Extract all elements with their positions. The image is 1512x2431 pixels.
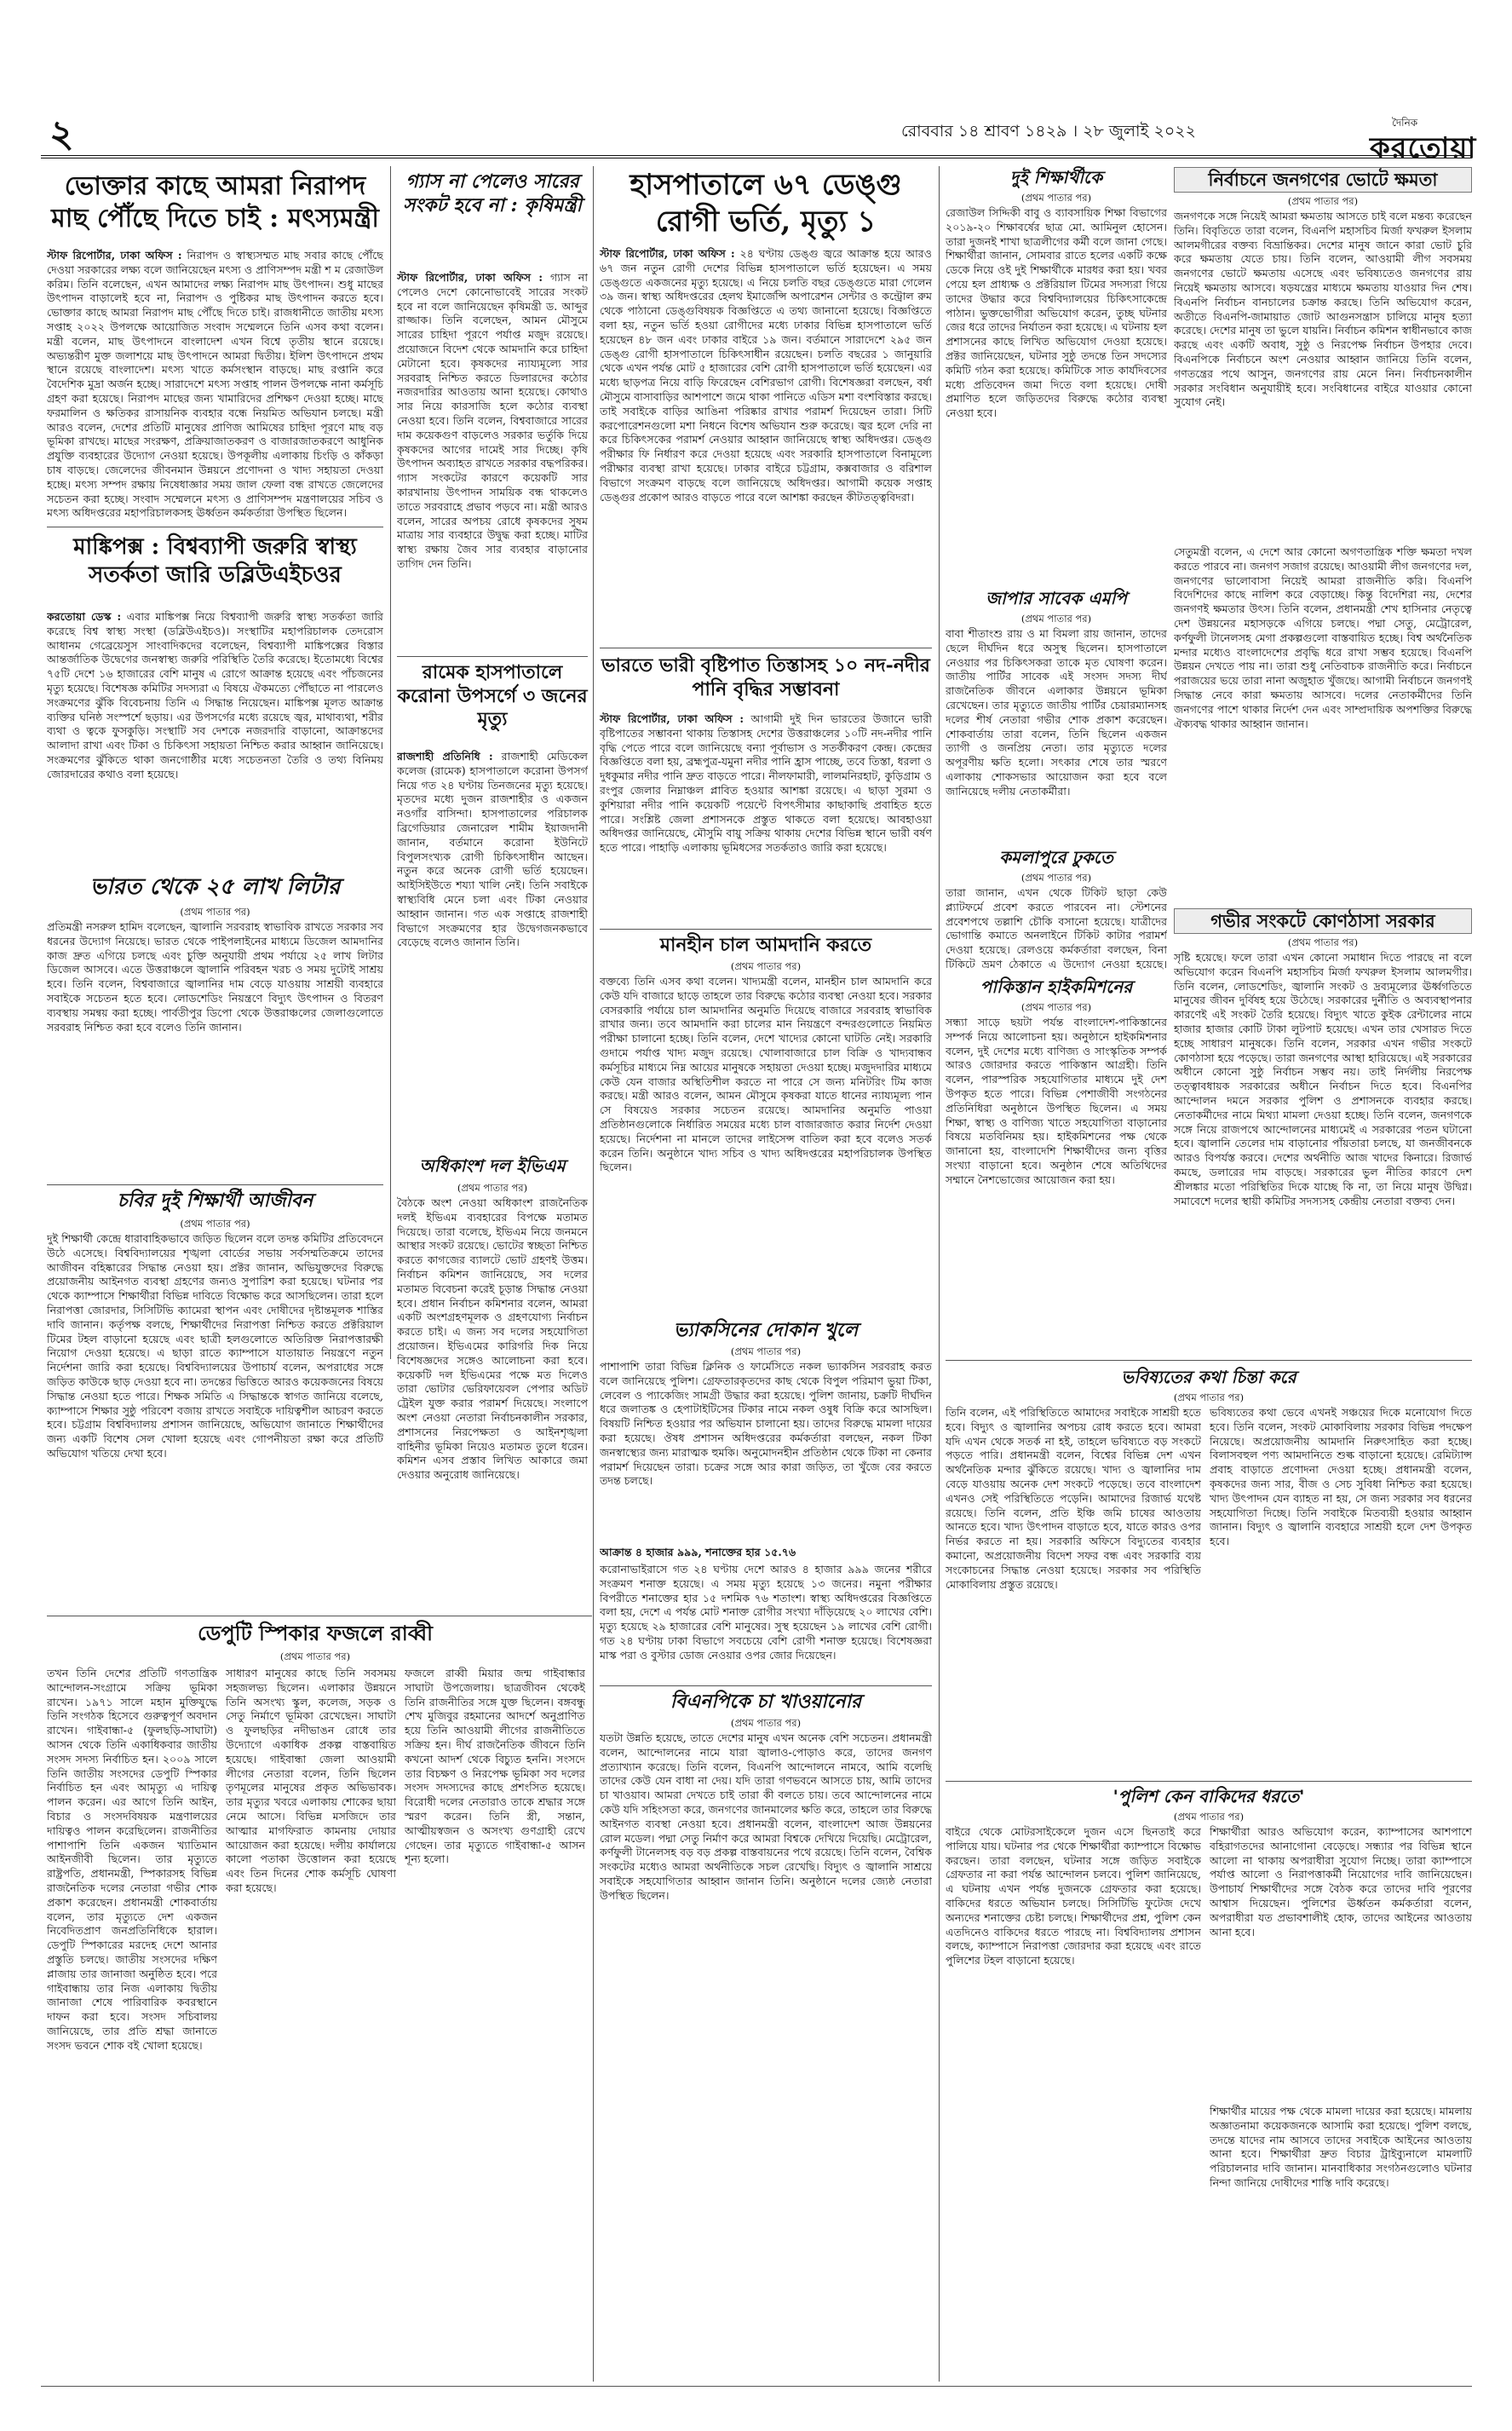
article-body: বৈঠকে অংশ নেওয়া অধিকাংশ রাজনৈতিক দলই ইভিএম ব্যবহারের বিপক্ষে মতামত দিয়েছে। তারা বলেছে, ইভিএম নিয়ে জনমনে আস্থার সংকট রয়েছে। ভোটের স্বচ্ছতা নিশ্চিত করতে কাগজের ব্যালটে ভোট গ্রহণই উত্তম। নির্বাচন কমিশন জানিয়েছে, সব দলের মতামত বিবেচনা করেই চূড়ান্ত সিদ্ধান্ত নেওয়া হবে। প্রধান নির্বাচন কমিশনার বলেন, আমরা একটি অংশগ্রহণমূলক ও গ্রহণযোগ্য নির্বাচন করতে চাই। এ জন্য সব দলের সহযোগিতা প্রয়োজন। ইভিএমের কারিগরি দিক নিয়ে বিশেষজ্ঞদের সঙ্গেও আলোচনা করা হবে। কয়েকটি দল ইভিএমের পক্ষে মত দিলেও তারা ভোটার ভেরিফায়েবল পেপার অডিট ট্রেইল যুক্ত করার পরামর্শ দিয়েছে। সংলাপে অংশ নেওয়া নেতারা নির্বাচনকালীন সরকার, প্রশাসনের নিরপেক্ষতা ও আইনশৃঙ্খলা বাহিনীর ভূমিকা নিয়েও মতামত তুলে ধরেন। কমিশন এসব প্রস্তাব লিখিত আকারে জমা দেওয়ার অনুরোধ জানিয়েছে। bbox=[397, 1196, 588, 1482]
page-header bbox=[41, 101, 1477, 165]
headline: দুই শিক্ষার্থীকে bbox=[1009, 167, 1103, 187]
headline: নির্বাচনে জনগণের ভোটে ক্ষমতা bbox=[1174, 167, 1472, 193]
article-body: তিনি বলেন, এই পরিস্থিতিতে আমাদের সবাইকে সাশ্রয়ী হতে হবে। বিদ্যুৎ ও জ্বালানির অপচয় রোধ করতে হবে। আমরা যদি এখন থেকে সতর্ক না হই, তাহলে ভবিষ্যতে বড় সংকটে পড়তে পারি। প্রধানমন্ত্রী বলেন, বিশ্বের বিভিন্ন দেশ এখন অর্থনৈতিক মন্দার ঝুঁকিতে রয়েছে। খাদ্য ও জ্বালানির দাম বেড়ে যাওয়ায় অনেক দেশ সংকটে পড়েছে। তবে বাংলাদেশ এখনও সেই পরিস্থিতিতে পড়েনি। আমাদের রিজার্ভ যথেষ্ট রয়েছে। তিনি বলেন, প্রতি ইঞ্চি জমি চাষের আওতায় আনতে হবে। খাদ্য উৎপাদন বাড়াতে হবে, যাতে কারও ওপর নির্ভর করতে না হয়। সরকারি অফিসে বিদ্যুতের ব্যবহার কমানো, অপ্রয়োজনীয় বিদেশ সফর বন্ধ এবং সরকারি ব্যয় সংকোচনের সিদ্ধান্ত নেওয়া হয়েছে। সরকার সব পরিস্থিতি মোকাবিলায় প্রস্তুত রয়েছে। bbox=[946, 1406, 1201, 1591]
article-body: শিক্ষার্থীর মায়ের পক্ষ থেকে মামলা দায়ের করা হয়েছে। মামলায় অজ্ঞাতনামা কয়েকজনকে আসামি করা হয়েছে। পুলিশ বলছে, তদন্তে যাদের নাম আসবে তাদের সবাইকে আইনের আওতায় আনা হবে। শিক্ষার্থীরা দ্রুত বিচার ট্রাইব্যুনালে মামলাটি পরিচালনার দাবি জানান। মানবাধিকার সংগঠনগুলোও ঘটনার নিন্দা জানিয়ে দোষীদের শাস্তি দাবি করেছে। bbox=[1210, 2105, 1472, 2189]
headline: চবির দুই শিক্ষার্থী আজীবন bbox=[117, 1190, 313, 1212]
divider bbox=[397, 656, 588, 657]
continuation-note: (প্রথম পাতার পর) bbox=[730, 1717, 802, 1729]
headline: জাপার সাবেক এমপি bbox=[986, 588, 1127, 608]
continuation-note: (প্রথম পাতার পর) bbox=[1287, 936, 1359, 948]
headline: মাঙ্কিপক্স : বিশ্বব্যাপী জরুরি স্বাস্থ্য সতর্কতা জারি ডব্লিউএইচওর bbox=[73, 534, 357, 588]
date-line: রোববার ১৪ শ্রাবণ ১৪২৯ । ২৮ জুলাই ২০২২ bbox=[901, 122, 1196, 141]
article-body: করতোয়া ডেস্ক : এবার মাঙ্কিপক্স নিয়ে বিশ্বব্যাপী জরুরি স্বাস্থ্য সতর্কতা জারি করেছে বিশ্ব স্বাস্থ্য সংস্থা (ডব্লিউএইচও)। সংস্থাটির মহাপরিচালক তেদরোস আধানম গেব্রেয়েসুস সাংবাদিকদের বলেছেন, বিশ্বব্যাপী মাঙ্কিপক্সের বিস্তার আন্তর্জাতিক উদ্বেগের জনস্বাস্থ্য জরুরি পরিস্থিতি তৈরি করেছে। ইতোমধ্যে বিশ্বের ৭৫টি দেশে ১৬ হাজারের বেশি মানুষ এ রোগে আক্রান্ত হয়েছে এবং পাঁচজনের মৃত্যু হয়েছে। বিশেষজ্ঞ কমিটির সদস্যরা এ বিষয়ে ঐকমত্যে পৌঁছাতে না পারলেও সংক্রমণের ঝুঁকি বিবেচনায় তিনি এ সিদ্ধান্ত নিয়েছেন। মাঙ্কিপক্স মূলত আক্রান্ত ব্যক্তির ঘনিষ্ঠ সংস্পর্শে ছড়ায়। এর উপসর্গের মধ্যে রয়েছে জ্বর, মাথাব্যথা, শরীর ব্যথা ও ত্বকে ফুসকুড়ি। সংস্থাটি সব দেশকে নজরদারি বাড়ানো, আক্রান্তদের আলাদা রাখা এবং টিকা ও চিকিৎসা সহায়তা নিশ্চিত করার আহ্বান জানিয়েছে। সংক্রমণের ঝুঁকিতে থাকা জনগোষ্ঠীর মধ্যে সচেতনতা তৈরি ও তথ্য বিনিময় জোরদারের কথাও বলা হয়েছে। bbox=[47, 610, 383, 781]
continuation-note: (প্রথম পাতার পর) bbox=[180, 906, 250, 918]
article-body: তারা জানান, এখন থেকে টিকিট ছাড়া কেউ প্ল্যাটফর্মে প্রবেশ করতে পারবেন না। স্টেশনের প্রবেশপথে তল্লাশি চৌকি বসানো হয়েছে। যাত্রীদের ভোগান্তি কমাতে অনলাইনে টিকিট কাটার পরামর্শ দেওয়া হয়েছে। রেলওয়ে কর্মকর্তারা বলছেন, বিনা টিকিটে ভ্রমণ ঠেকাতে এ উদ্যোগ নেওয়া হয়েছে। bbox=[946, 886, 1167, 971]
article-body: বাইরে থেকে মোটরসাইকেলে দুজন এসে ছিনতাই করে পালিয়ে যায়। ঘটনার পর থেকে শিক্ষার্থীরা ক্যাম্পাসে বিক্ষোভ করছেন। তারা বলছেন, ঘটনার সঙ্গে জড়িত সবাইকে গ্রেফতার না করা পর্যন্ত আন্দোলন চলবে। পুলিশ জানিয়েছে, এ ঘটনায় এখন পর্যন্ত দুজনকে গ্রেফতার করা হয়েছে। বাকিদের ধরতে অভিযান চলছে। সিসিটিভি ফুটেজ দেখে অন্যদের শনাক্তের চেষ্টা চলছে। শিক্ষার্থীদের প্রশ্ন, পুলিশ কেন এতদিনেও বাকিদের ধরতে পারছে না। বিশ্ববিদ্যালয় প্রশাসন বলছে, ক্যাম্পাসে নিরাপত্তা জোরদার করা হয়েছে এবং রাতে পুলিশের টহল বাড়ানো হয়েছে। bbox=[946, 1825, 1201, 1967]
article-body: দুই শিক্ষার্থী কেন্দ্রে ধারাবাহিকভাবে জড়িত ছিলেন বলে তদন্ত কমিটির প্রতিবেদনে উঠে এসেছে। বিশ্ববিদ্যালয়ের শৃঙ্খলা বোর্ডের সভায় সর্বসম্মতিক্রমে তাদের আজীবন বহিষ্কারের সিদ্ধান্ত নেওয়া হয়। প্রক্টর জানান, অভিযুক্তদের বিরুদ্ধে প্রয়োজনীয় আইনগত ব্যবস্থা গ্রহণের জন্যও সুপারিশ করা হয়েছে। ঘটনার পর থেকে ক্যাম্পাসে শিক্ষার্থীরা বিভিন্ন দাবিতে বিক্ষোভ করে আসছিলেন। তারা হলে নিরাপত্তা জোরদার, সিসিটিভি ক্যামেরা স্থাপন এবং দোষীদের দৃষ্টান্তমূলক শাস্তির দাবি জানান। কর্তৃপক্ষ বলছে, শিক্ষার্থীদের নিরাপত্তা নিশ্চিত করতে প্রক্টরিয়াল টিমের টহল বাড়ানো হয়েছে এবং ছাত্রী হলগুলোতে অতিরিক্ত নিরাপত্তারক্ষী নিয়োগ দেওয়া হয়েছে। এ ছাড়া রাতে ক্যাম্পাসে যাতায়াত নিয়ন্ত্রণে নতুন নির্দেশনা জারি করা হয়েছে। বিশ্ববিদ্যালয়ের উপাচার্য বলেন, অপরাধের সঙ্গে জড়িত কাউকে ছাড় দেওয়া হবে না। তদন্তের ভিত্তিতে আরও কয়েকজনের বিষয়ে সিদ্ধান্ত নেওয়া হতে পারে। শিক্ষক সমিতি এ সিদ্ধান্তকে স্বাগত জানিয়ে বলেছে, ক্যাম্পাসে শিক্ষার সুষ্ঠু পরিবেশ বজায় রাখতে সবাইকে দায়িত্বশীল আচরণ করতে হবে। চট্টগ্রাম বিশ্ববিদ্যালয় প্রশাসন জানিয়েছে, অভিযোগ জানাতে শিক্ষার্থীদের জন্য একটি বিশেষ সেল খোলা হয়েছে এবং গোপনীয়তা রক্ষা করে প্রতিটি অভিযোগ খতিয়ে দেখা হবে। bbox=[47, 1232, 383, 1460]
headline: ভোক্তার কাছে আমরা নিরাপদ মাছ পৌঁছে দিতে চাই : মৎস্যমন্ত্রী bbox=[51, 171, 379, 233]
divider bbox=[600, 1685, 932, 1686]
headline: অধিকাংশ দল ইভিএম bbox=[419, 1155, 566, 1176]
article-body: স্টাফ রিপোর্টার, ঢাকা অফিস : আগামী দুই দিন ভারতের উজানে ভারী বৃষ্টিপাতের সম্ভাবনা থাকায় তিস্তাসহ দেশের উত্তরাঞ্চলের ১০টি নদ-নদীর পানি বৃদ্ধি পেতে পারে বলে জানিয়েছে বন্যা পূর্বাভাস ও সতর্কীকরণ কেন্দ্র। কেন্দ্রের বিজ্ঞপ্তিতে বলা হয়, ব্রহ্মপুত্র-যমুনা নদীর পানি হ্রাস পাচ্ছে, তবে তিস্তা, ধরলা ও দুধকুমার নদীর পানি দ্রুত বাড়তে পারে। নীলফামারী, লালমনিরহাট, কুড়িগ্রাম ও রংপুর জেলার নিম্নাঞ্চল প্লাবিত হওয়ার আশঙ্কা রয়েছে। এ ছাড়া সুরমা ও কুশিয়ারা নদীর পানি কয়েকটি পয়েন্টে বিপৎসীমার কাছাকাছি প্রবাহিত হতে পারে। সংশ্লিষ্ট জেলা প্রশাসনকে প্রস্তুত থাকতে বলা হয়েছে। আবহাওয়া অধিদপ্তর জানিয়েছে, মৌসুমি বায়ু সক্রিয় থাকায় দেশের বিভিন্ন স্থানে ভারী বর্ষণ হতে পারে। পাহাড়ি এলাকায় ভূমিধসের সতর্কতাও জারি করা হয়েছে। bbox=[600, 712, 932, 855]
article-body: রাজশাহী প্রতিনিধি : রাজশাহী মেডিকেল কলেজ (রামেক) হাসপাতালে করোনা উপসর্গ নিয়ে গত ২৪ ঘণ্টায় তিনজনের মৃত্যু হয়েছে। মৃতদের মধ্যে দুজন রাজশাহীর ও একজন নওগাঁর বাসিন্দা। হাসপাতালের পরিচালক ব্রিগেডিয়ার জেনারেল শামীম ইয়াজদানী জানান, বর্তমানে করোনা ইউনিটে বিপুলসংখ্যক রোগী চিকিৎসাধীন আছেন। নতুন করে অনেক রোগী ভর্তি হয়েছেন। আইসিইউতে শয্যা খালি নেই। তিনি সবাইকে স্বাস্থ্যবিধি মেনে চলা এবং টিকা নেওয়ার আহ্বান জানান। গত এক সপ্তাহে রাজশাহী বিভাগে সংক্রমণের হার উদ্বেগজনকভাবে বেড়েছে বলেও জানান তিনি। bbox=[397, 750, 588, 949]
article-body: স্টাফ রিপোর্টার, ঢাকা অফিস : নিরাপদ ও স্বাস্থ্যসম্মত মাছ সবার কাছে পৌঁছে দেওয়া সরকারের লক্ষ্য বলে জানিয়েছেন মৎস্য ও প্রাণিসম্পদ মন্ত্রী শ ম রেজাউল করিম। তিনি বলেছেন, এখন আমাদের লক্ষ্য নিরাপদ মাছ উৎপাদন। শুধু মাছের উৎপাদন বাড়ালেই হবে না, নিরাপদ ও পুষ্টিকর মাছ উৎপাদন করতে হবে। ভোক্তার কাছে আমরা নিরাপদ মাছ পৌঁছে দিতে চাই। রাজধানীতে জাতীয় মৎস্য সপ্তাহ ২০২২ উপলক্ষে আয়োজিত সংবাদ সম্মেলনে তিনি এসব কথা বলেন। মন্ত্রী বলেন, মাছ উৎপাদনে বাংলাদেশ এখন বিশ্বে তৃতীয় স্থানে রয়েছে। অভ্যন্তরীণ মুক্ত জলাশয়ে মাছ উৎপাদনে আমরা দ্বিতীয়। ইলিশ উৎপাদনে প্রথম স্থানে রয়েছে বাংলাদেশ। মৎস্য খাতে কর্মসংস্থান বাড়ছে। মাছ রপ্তানি করে বৈদেশিক মুদ্রা অর্জন হচ্ছে। সারাদেশে মৎস্য সপ্তাহ পালন উপলক্ষে নানা কর্মসূচি গ্রহণ করা হয়েছে। নিরাপদ মাছের জন্য খামারিদের প্রশিক্ষণ দেওয়া হচ্ছে। মাছে ফরমালিন ও ক্ষতিকর রাসায়নিক ব্যবহার বন্ধে নিয়মিত অভিযান চলছে। মন্ত্রী আরও বলেন, দেশের প্রতিটি মানুষের প্রাণিজ আমিষের চাহিদা পূরণে মাছ বড় ভূমিকা রাখছে। মাছের সংরক্ষণ, প্রক্রিয়াজাতকরণ ও বাজারজাতকরণে আধুনিক প্রযুক্তি ব্যবহারের উদ্যোগ নেওয়া হয়েছে। উপকূলীয় এলাকায় চিংড়ি ও কাঁকড়া চাষ বাড়ছে। জেলেদের জীবনমান উন্নয়নে প্রণোদনা ও খাদ্য সহায়তা দেওয়া হচ্ছে। মৎস্য সম্পদ রক্ষায় নিষেধাজ্ঞার সময় জাল ফেলা বন্ধ রাখতে জেলেদের সচেতন করা হচ্ছে। সংবাদ সম্মেলনে মৎস্য ও প্রাণিসম্পদ মন্ত্রণালয়ের সচিব ও মৎস্য অধিদপ্তরের মহাপরিচালকসহ ঊর্ধ্বতন কর্মকর্তারা উপস্থিত ছিলেন। bbox=[47, 249, 383, 520]
article-body: স্টাফ রিপোর্টার, ঢাকা অফিস : ২৪ ঘণ্টায় ডেঙ্গু জ্বরে আক্রান্ত হয়ে আরও ৬৭ জন নতুন রোগী দেশের বিভিন্ন হাসপাতালে ভর্তি হয়েছেন। এ সময় ডেঙ্গুতে একজনের মৃত্যু হয়েছে। এ নিয়ে চলতি বছর ডেঙ্গুতে মারা গেলেন ৩৯ জন। স্বাস্থ্য অধিদপ্তরের হেলথ ইমার্জেন্সি অপারেশন সেন্টার ও কন্ট্রোল রুম থেকে পাঠানো ডেঙ্গুবিষয়ক বিজ্ঞপ্তিতে এ তথ্য জানানো হয়েছে। বিজ্ঞপ্তিতে বলা হয়, নতুন ভর্তি হওয়া রোগীদের মধ্যে ঢাকার বিভিন্ন হাসপাতালে ভর্তি হয়েছেন ৪৮ জন এবং ঢাকার বাইরে ১৯ জন। বর্তমানে সারাদেশে ২৯৫ জন ডেঙ্গু রোগী হাসপাতালে চিকিৎসাধীন রয়েছেন। চলতি বছরের ১ জানুয়ারি থেকে এখন পর্যন্ত মোট ৫ হাজারের বেশি রোগী হাসপাতালে ভর্তি হয়েছেন। এর মধ্যে ছাড়পত্র নিয়ে বাড়ি ফিরেছেন বেশিরভাগ রোগী। বিশেষজ্ঞরা বলছেন, বর্ষা মৌসুমে বাসাবাড়ির আশপাশে জমে থাকা পানিতে এডিস মশা বংশবিস্তার করছে। তাই সবাইকে বাড়ির আঙিনা পরিষ্কার রাখার পরামর্শ দিয়েছেন তারা। সিটি করপোরেশনগুলো মশা নিধনে বিশেষ অভিযান শুরু করেছে। জ্বর হলে দেরি না করে চিকিৎসকের পরামর্শ নেওয়ার আহ্বান জানিয়েছে স্বাস্থ্য অধিদপ্তর। ডেঙ্গু পরীক্ষার ফি নির্ধারণ করে দেওয়া হয়েছে এবং সরকারি হাসপাতালে বিনামূল্যে পরীক্ষার ব্যবস্থা রাখা হয়েছে। ঢাকার বাইরে চট্টগ্রাম, কক্সবাজার ও বরিশাল বিভাগে সংক্রমণ বাড়ছে বলে জানিয়েছে অধিদপ্তর। আগামী কয়েক সপ্তাহ ডেঙ্গুর প্রকোপ আরও বাড়তে পারে বলে আশঙ্কা করছেন কীটতত্ত্ববিদরা। bbox=[600, 247, 932, 504]
divider bbox=[946, 1781, 1472, 1782]
article-body: পাশাপাশি তারা বিভিন্ন ক্লিনিক ও ফার্মেসিতে নকল ভ্যাকসিন সরবরাহ করত বলে জানিয়েছে পুলিশ। গ্রেফতারকৃতদের কাছ থেকে বিপুল পরিমাণ ভুয়া টিকা, লেবেল ও প্যাকেজিং সামগ্রী উদ্ধার করা হয়েছে। পুলিশ জানায়, চক্রটি দীর্ঘদিন ধরে জলাতঙ্ক ও হেপাটাইটিসের টিকার নামে নকল ওষুধ বিক্রি করে আসছিল। বিষয়টি নিশ্চিত হওয়ার পর অভিযান চালানো হয়। তাদের বিরুদ্ধে মামলা দায়ের করা হয়েছে। ঔষধ প্রশাসন অধিদপ্তরের কর্মকর্তারা বলছেন, নকল টিকা জনস্বাস্থ্যের জন্য মারাত্মক হুমকি। অনুমোদনহীন প্রতিষ্ঠান থেকে টিকা না কেনার পরামর্শ দিয়েছেন তারা। চক্রের সঙ্গে আর কারা জড়িত, তা খুঁজে বের করতে তদন্ত চলছে। bbox=[600, 1360, 932, 1488]
continuation-note: (প্রথম পাতার পর) bbox=[279, 1650, 351, 1662]
headline: মানহীন চাল আমদানি করতে bbox=[659, 934, 872, 956]
article-body: বাবা শীতাংশু রায় ও মা বিমলা রায় জানান, তাদের ছেলে দীর্ঘদিন ধরে অসুস্থ ছিলেন। হাসপাতালে নেওয়ার পর চিকিৎসকরা তাকে মৃত ঘোষণা করেন। জাতীয় পার্টির সাবেক এই সংসদ সদস্য দীর্ঘ রাজনৈতিক জীবনে এলাকার উন্নয়নে ভূমিকা রেখেছেন। তার মৃত্যুতে জাতীয় পার্টির চেয়ারম্যানসহ দলের শীর্ষ নেতারা গভীর শোক প্রকাশ করেছেন। শোকবার্তায় তারা বলেন, তিনি ছিলেন একজন ত্যাগী ও জনপ্রিয় নেতা। তার মৃত্যুতে দলের অপূরণীয় ক্ষতি হলো। সৎকার শেষে তার স্মরণে এলাকায় শোকসভার আয়োজন করা হবে বলে জানিয়েছে দলীয় নেতাকর্মীরা। bbox=[946, 627, 1167, 798]
divider bbox=[600, 929, 932, 930]
page-number: ২ bbox=[49, 112, 74, 156]
continuation-note: (প্রথম পাতার পর) bbox=[1173, 1811, 1245, 1823]
article-body: সেতুমন্ত্রী বলেন, এ দেশে আর কোনো অগণতান্ত্রিক শক্তি ক্ষমতা দখল করতে পারবে না। জনগণ সজাগ রয়েছে। আওয়ামী লীগ জনগণের দল, জনগণের ভালোবাসা নিয়েই আমরা রাজনীতি করি। বিএনপি বিদেশিদের কাছে নালিশ করে বেড়াচ্ছে। কিন্তু বিদেশিরা নয়, দেশের জনগণই ক্ষমতার উৎস। তিনি বলেন, প্রধানমন্ত্রী শেখ হাসিনার নেতৃত্বে দেশ উন্নয়নের মহাসড়কে এগিয়ে চলছে। পদ্মা সেতু, মেট্রোরেল, কর্ণফুলী টানেলসহ মেগা প্রকল্পগুলো বাস্তবায়িত হচ্ছে। বিশ্ব অর্থনৈতিক মন্দার মধ্যেও বাংলাদেশের প্রবৃদ্ধি ধরে রাখা সম্ভব হয়েছে। বিএনপি উন্নয়ন দেখতে পায় না। তারা শুধু নেতিবাচক রাজনীতি করে। নির্বাচনে পরাজয়ের ভয়ে তারা নানা অজুহাত খুঁজছে। আগামী নির্বাচনে জনগণই সিদ্ধান্ত নেবে কারা ক্ষমতায় আসবে। দলের নেতাকর্মীদের তিনি জনগণের পাশে থাকার নির্দেশ দেন এবং সাম্প্রদায়িক অপশক্তির বিরুদ্ধে ঐক্যবদ্ধ থাকার আহ্বান জানান। bbox=[1174, 545, 1472, 730]
divider bbox=[47, 1184, 383, 1185]
headline: বিএনপিকে চা খাওয়ানোর bbox=[670, 1691, 862, 1713]
headline: গভীর সংকটে কোণঠাসা সরকার bbox=[1174, 908, 1472, 934]
continuation-note: (প্রথম পাতার পর) bbox=[1287, 195, 1359, 207]
headline: পাকিস্তান হাইকমিশনের bbox=[980, 976, 1133, 997]
divider bbox=[946, 1360, 1472, 1361]
headline: ডেপুটি স্পিকার ফজলে রাব্বী bbox=[198, 1621, 433, 1645]
column-divider bbox=[593, 166, 594, 1359]
column-divider bbox=[939, 166, 940, 2382]
article-body: শিক্ষার্থীরা আরও অভিযোগ করেন, ক্যাম্পাসের আশপাশে বহিরাগতদের আনাগোনা বেড়েছে। সন্ধ্যার পর বিভিন্ন স্থানে আলো না থাকায় অপরাধীরা সুযোগ নিচ্ছে। তারা ক্যাম্পাসে পর্যাপ্ত আলো ও নিরাপত্তাকর্মী নিয়োগের দাবি জানিয়েছেন। উপাচার্য শিক্ষার্থীদের সঙ্গে বৈঠক করে তাদের দাবি পূরণের আশ্বাস দিয়েছেন। পুলিশের ঊর্ধ্বতন কর্মকর্তারা বলেন, অপরাধীরা যত প্রভাবশালীই হোক, তাদের আইনের আওতায় আনা হবে। bbox=[1210, 1825, 1472, 1938]
headline: কমলাপুরে ঢুকতে bbox=[999, 847, 1113, 867]
article-body: বক্তব্যে তিনি এসব কথা বলেন। খাদ্যমন্ত্রী বলেন, মানহীন চাল আমদানি করে কেউ যদি বাজারে ছাড়ে তাহলে তার বিরুদ্ধে কঠোর ব্যবস্থা নেওয়া হবে। সরকার বেসরকারি পর্যায়ে চাল আমদানির অনুমতি দিয়েছে বাজারে সরবরাহ স্বাভাবিক রাখার জন্য। তবে আমদানি করা চালের মান নিয়ন্ত্রণে বন্দরগুলোতে নিয়মিত পরীক্ষা চালানো হচ্ছে। তিনি বলেন, দেশে খাদ্যের কোনো ঘাটতি নেই। সরকারি গুদামে পর্যাপ্ত খাদ্য মজুদ রয়েছে। খোলাবাজারে চাল বিক্রি ও খাদ্যবান্ধব কর্মসূচির মাধ্যমে নিম্ন আয়ের মানুষকে সহায়তা দেওয়া হচ্ছে। মজুদদারির মাধ্যমে কেউ যেন বাজার অস্থিতিশীল করতে না পারে সে জন্য মনিটরিং টিম কাজ করছে। মন্ত্রী আরও বলেন, আমন মৌসুমে কৃষকরা যাতে ধানের ন্যায্যমূল্য পান সে বিষয়েও সরকার সচেতন রয়েছে। আমদানির অনুমতি পাওয়া প্রতিষ্ঠানগুলোকে নির্ধারিত সময়ের মধ্যে চাল বাজারজাত করার নির্দেশ দেওয়া হয়েছে। নির্দেশনা না মানলে তাদের লাইসেন্স বাতিল করা হবে বলেও সতর্ক করেন তিনি। অনুষ্ঠানে খাদ্য সচিব ও খাদ্য অধিদপ্তরের মহাপরিচালক উপস্থিত ছিলেন। bbox=[600, 975, 932, 1174]
article-body: সৃষ্টি হয়েছে। ফলে তারা এখন কোনো সমাধান দিতে পারছে না বলে অভিযোগ করেন বিএনপি মহাসচিব মির্জা ফখরুল ইসলাম আলমগীর। তিনি বলেন, লোডশেডিং, জ্বালানি সংকট ও দ্রব্যমূল্যের ঊর্ধ্বগতিতে মানুষের জীবন দুর্বিষহ হয়ে উঠেছে। সরকারের দুর্নীতি ও অব্যবস্থাপনার কারণেই এই সংকট তৈরি হয়েছে। বিদ্যুৎ খাতে কুইক রেন্টালের নামে হাজার হাজার কোটি টাকা লুটপাট হয়েছে। এখন তার খেসারত দিতে হচ্ছে সাধারণ মানুষকে। তিনি বলেন, সরকার এখন গভীর সংকটে কোণঠাসা হয়ে পড়েছে। তারা জনগণের আস্থা হারিয়েছে। এই সরকারের অধীনে কোনো সুষ্ঠু নির্বাচন সম্ভব নয়। তাই নির্দলীয় নিরপেক্ষ তত্ত্বাবধায়ক সরকারের অধীনে নির্বাচন দিতে হবে। বিএনপির আন্দোলন দমনে সরকার পুলিশ ও প্রশাসনকে ব্যবহার করছে। নেতাকর্মীদের নামে মিথ্যা মামলা দেওয়া হচ্ছে। তিনি বলেন, জনগণকে সঙ্গে নিয়ে রাজপথে আন্দোলনের মাধ্যমেই এ সরকারের পতন ঘটানো হবে। জ্বালানি তেলের দাম বাড়ানোর পাঁয়তারা চলছে, যা জনজীবনকে আরও বিপর্যস্ত করবে। দেশের অর্থনীতি আজ খাদের কিনারে। রিজার্ভ কমছে, ডলারের দাম বাড়ছে। সরকারের ভুল নীতির কারণে দেশ শ্রীলঙ্কার মতো পরিস্থিতির দিকে যাচ্ছে কি না, তা নিয়ে মানুষ উদ্বিগ্ন। সমাবেশে দলের স্থায়ী কমিটির সদস্যসহ কেন্দ্রীয় নেতারা বক্তব্য দেন। bbox=[1174, 951, 1472, 1207]
subheadline: আক্রান্ত ৪ হাজার ৯৯৯, শনাক্তের হার ১৫.৭৬ bbox=[600, 1546, 796, 1558]
article-body: যতটা উন্নতি হয়েছে, তাতে দেশের মানুষ এখন অনেক বেশি সচেতন। প্রধানমন্ত্রী বলেন, আন্দোলনের নামে যারা জ্বালাও-পোড়াও করে, তাদের জনগণ প্রত্যাখ্যান করেছে। তিনি বলেন, বিএনপি আন্দোলনে নামবে, আমি বলেছি তাদের কেউ যেন বাধা না দেয়। যদি তারা গণভবনে আসতে চায়, আমি তাদের চা খাওয়াব। আমরা দেখতে চাই তারা কী বলতে চায়। তবে আন্দোলনের নামে কেউ যদি সহিংসতা করে, জনগণের জানমালের ক্ষতি করে, তাহলে তার বিরুদ্ধে আইনগত ব্যবস্থা নেওয়া হবে। প্রধানমন্ত্রী বলেন, বাংলাদেশ আজ উন্নয়নের রোল মডেল। পদ্মা সেতু নির্মাণ করে আমরা বিশ্বকে দেখিয়ে দিয়েছি। মেট্রোরেল, কর্ণফুলী টানেলসহ বড় বড় প্রকল্প বাস্তবায়নের পথে রয়েছে। তিনি বলেন, বৈশ্বিক সংকটের মধ্যেও আমরা অর্থনীতিকে সচল রেখেছি। বিদ্যুৎ ও জ্বালানি সাশ্রয়ে সবাইকে সহযোগিতার আহ্বান জানান তিনি। অনুষ্ঠানে দলের জ্যেষ্ঠ নেতারা উপস্থিত ছিলেন। bbox=[600, 1731, 932, 1902]
headline: রামেক হাসপাতালে করোনা উপসর্গে ৩ জনের মৃত্যু bbox=[397, 661, 588, 730]
article-body: সন্ধ্যা সাড়ে ছয়টা পর্যন্ত বাংলাদেশ-পাকিস্তানের সম্পর্ক নিয়ে আলোচনা হয়। অনুষ্ঠানে হাইকমিশনার বলেন, দুই দেশের মধ্যে বাণিজ্য ও সাংস্কৃতিক সম্পর্ক আরও জোরদার করতে পাকিস্তান আগ্রহী। তিনি বলেন, পারস্পরিক সহযোগিতার মাধ্যমে দুই দেশ উপকৃত হতে পারে। বিভিন্ন পেশাজীবী সংগঠনের প্রতিনিধিরা অনুষ্ঠানে উপস্থিত ছিলেন। এ সময় শিক্ষা, স্বাস্থ্য ও বাণিজ্য খাতে সহযোগিতা বাড়ানোর বিষয়ে মতবিনিময় হয়। হাইকমিশনের পক্ষ থেকে জানানো হয়, বাংলাদেশি শিক্ষার্থীদের জন্য বৃত্তির সংখ্যা বাড়ানো হবে। অনুষ্ঠান শেষে অতিথিদের সম্মানে নৈশভোজের আয়োজন করা হয়। bbox=[946, 1016, 1167, 1186]
continuation-note: (প্রথম পাতার পর) bbox=[1020, 872, 1092, 884]
header-rule bbox=[41, 155, 1472, 158]
continuation-note: (প্রথম পাতার পর) bbox=[730, 960, 802, 972]
continuation-note: (প্রথম পাতার পর) bbox=[1173, 1391, 1245, 1403]
continuation-note: (প্রথম পাতার পর) bbox=[457, 1182, 528, 1194]
headline: ভ্যাকসিনের দোকান খুলে bbox=[673, 1319, 859, 1341]
column-divider bbox=[593, 1351, 594, 2382]
headline: হাসপাতালে ৬৭ ডেঙ্গু রোগী ভর্তি, মৃত্যু ১ bbox=[630, 168, 902, 239]
article-body: রেজাউল সিদ্দিকী বাবু ও ব্যাবসায়িক শিক্ষা বিভাগের ২০১৯-২০ শিক্ষাবর্ষের ছাত্র মো. আমিনুল হোসেন। তারা দুজনই শাখা ছাত্রলীগের কর্মী বলে জানা গেছে। শিক্ষার্থীরা জানান, সোমবার রাতে হলের একটি কক্ষে ডেকে নিয়ে ওই দুই শিক্ষার্থীকে মারধর করা হয়। খবর পেয়ে হল প্রাধ্যক্ষ ও প্রক্টরিয়াল টিমের সদস্যরা গিয়ে তাদের উদ্ধার করে বিশ্ববিদ্যালয়ের চিকিৎসাকেন্দ্রে পাঠান। ভুক্তভোগীরা অভিযোগ করেন, তুচ্ছ ঘটনার জের ধরে তাদের নির্যাতন করা হয়েছে। এ ঘটনায় হল প্রশাসনের কাছে লিখিত অভিযোগ দেওয়া হয়েছে। প্রক্টর জানিয়েছেন, ঘটনার সুষ্ঠু তদন্তে তিন সদস্যের কমিটি গঠন করা হয়েছে। কমিটিকে সাত কার্যদিবসের মধ্যে প্রতিবেদন জমা দিতে বলা হয়েছে। দোষী প্রমাণিত হলে জড়িতদের বিরুদ্ধে কঠোর ব্যবস্থা নেওয়া হবে। bbox=[946, 206, 1167, 420]
continuation-note: (প্রথম পাতার পর) bbox=[1020, 613, 1092, 625]
continuation-note: (প্রথম পাতার পর) bbox=[730, 1345, 802, 1357]
newspaper-logo: করতোয়া bbox=[1370, 131, 1477, 165]
headline: ভারত থেকে ২৫ লাখ লিটার bbox=[89, 874, 341, 900]
headline: 'পুলিশ কেন বাকিদের ধরতে' bbox=[1112, 1786, 1305, 1806]
article-body: স্টাফ রিপোর্টার, ঢাকা অফিস : গ্যাস না পেলেও দেশে কোনোভাবেই সারের সংকট হবে না বলে জানিয়েছেন কৃষিমন্ত্রী ড. আব্দুর রাজ্জাক। তিনি বলেছেন, আমন মৌসুমে সারের চাহিদা পূরণে পর্যাপ্ত মজুদ রয়েছে। প্রয়োজনে বিদেশ থেকে আমদানি করে চাহিদা মেটানো হবে। কৃষকদের ন্যায্যমূল্যে সার সরবরাহ নিশ্চিত করতে ডিলারদের কঠোর নজরদারির আওতায় আনা হয়েছে। কোথাও সার নিয়ে কারসাজি হলে কঠোর ব্যবস্থা নেওয়া হবে। তিনি বলেন, বিশ্ববাজারে সারের দাম কয়েকগুণ বাড়লেও সরকার ভর্তুকি দিয়ে কৃষকদের আগের দামেই সার দিচ্ছে। কৃষি উৎপাদন অব্যাহত রাখতে সরকার বদ্ধপরিকর। গ্যাস সংকটের কারণে কয়েকটি সার কারখানায় উৎপাদন সাময়িক বন্ধ থাকলেও তাতে সরবরাহে প্রভাব পড়বে না। মন্ত্রী আরও বলেন, সারের অপচয় রোধে কৃষকদের সুষম মাত্রায় সার ব্যবহারে উদ্বুদ্ধ করা হচ্ছে। মাটির স্বাস্থ্য রক্ষায় জৈব সার ব্যবহার বাড়ানোর তাগিদ দেন তিনি। bbox=[397, 271, 588, 570]
column-divider bbox=[390, 166, 391, 1359]
footer-rule bbox=[41, 2386, 1472, 2387]
headline: গ্যাস না পেলেও সারের সংকট হবে না : কৃষিমন্ত্রী bbox=[403, 170, 582, 216]
continuation-note: (প্রথম পাতার পর) bbox=[180, 1218, 250, 1230]
continuation-note: (প্রথম পাতার পর) bbox=[1020, 1001, 1092, 1013]
article-body: তখন তিনি দেশের প্রতিটি গণতান্ত্রিক আন্দোলন-সংগ্রামে সক্রিয় ভূমিকা রাখেন। ১৯৭১ সালে মহান মুক্তিযুদ্ধে তিনি সংগঠক হিসেবে গুরুত্বপূর্ণ অবদান রাখেন। গাইবান্ধা-৫ (ফুলছড়ি-সাঘাটা) আসন থেকে তিনি একাধিকবার জাতীয় সংসদ সদস্য নির্বাচিত হন। ২০০৯ সালে তিনি জাতীয় সংসদের ডেপুটি স্পিকার নির্বাচিত হন এবং আমৃত্যু এ দায়িত্ব পালন করেন। এর আগে তিনি আইন, বিচার ও সংসদবিষয়ক মন্ত্রণালয়ের দায়িত্বও পালন করেছিলেন। রাজনীতির পাশাপাশি তিনি একজন খ্যাতিমান আইনজীবী ছিলেন। তার মৃত্যুতে রাষ্ট্রপতি, প্রধানমন্ত্রী, স্পিকারসহ বিভিন্ন রাজনৈতিক দলের নেতারা গভীর শোক প্রকাশ করেছেন। প্রধানমন্ত্রী শোকবার্তায় বলেন, তার মৃত্যুতে দেশ একজন নিবেদিতপ্রাণ জনপ্রতিনিধিকে হারাল। ডেপুটি স্পিকারের মরদেহ দেশে আনার প্রস্তুতি চলছে। জাতীয় সংসদের দক্ষিণ প্লাজায় তার জানাজা অনুষ্ঠিত হবে। পরে গাইবান্ধায় তার নিজ এলাকায় দ্বিতীয় জানাজা শেষে পারিবারিক কবরস্থানে দাফন করা হবে। সংসদ সচিবালয় জানিয়েছে, তার প্রতি শ্রদ্ধা জানাতে সংসদ ভবনে শোক বই খোলা হয়েছে। bbox=[47, 1667, 217, 2052]
headline: ভারতে ভারী বৃষ্টিপাত তিস্তাসহ ১০ নদ-নদীর পানি বৃদ্ধির সম্ভাবনা bbox=[601, 654, 930, 700]
article-body: ভবিষ্যতের কথা ভেবে এখনই সঞ্চয়ের দিকে মনোযোগ দিতে হবে। তিনি বলেন, সংকট মোকাবিলায় সরকার বিভিন্ন পদক্ষেপ নিয়েছে। অপ্রয়োজনীয় আমদানি নিরুৎসাহিত করা হচ্ছে। বিলাসবহুল পণ্য আমদানিতে শুল্ক বাড়ানো হয়েছে। রেমিট্যান্স প্রবাহ বাড়াতে প্রণোদনা দেওয়া হচ্ছে। প্রধানমন্ত্রী বলেন, কৃষকদের জন্য সার, বীজ ও সেচ সুবিধা নিশ্চিত করা হয়েছে। খাদ্য উৎপাদন যেন ব্যাহত না হয়, সে জন্য সরকার সব ধরনের সহযোগিতা দিচ্ছে। তিনি সবাইকে মিতব্যয়ী হওয়ার আহ্বান জানান। বিদ্যুৎ ও জ্বালানি ব্যবহারে সাশ্রয়ী হলে দেশ উপকৃত হবে। bbox=[1210, 1406, 1472, 1548]
continuation-note: (প্রথম পাতার পর) bbox=[1020, 192, 1092, 204]
article-body: করোনাভাইরাসে গত ২৪ ঘণ্টায় দেশে আরও ৪ হাজার ৯৯৯ জনের শরীরে সংক্রমণ শনাক্ত হয়েছে। এ সময় মৃত্যু হয়েছে ১৩ জনের। নমুনা পরীক্ষার বিপরীতে শনাক্তের হার ১৫ দশমিক ৭৬ শতাংশ। স্বাস্থ্য অধিদপ্তরের বিজ্ঞপ্তিতে বলা হয়, দেশে এ পর্যন্ত মোট শনাক্ত রোগীর সংখ্যা দাঁড়িয়েছে ২০ লাখের বেশি। মৃত্যু হয়েছে ২৯ হাজারের বেশি মানুষের। সুস্থ হয়েছেন ১৯ লাখের বেশি রোগী। গত ২৪ ঘণ্টায় ঢাকা বিভাগে সবচেয়ে বেশি রোগী শনাক্ত হয়েছে। বিশেষজ্ঞরা মাস্ক পরা ও বুস্টার ডোজ নেওয়ার ওপর জোর দিয়েছেন। bbox=[600, 1563, 932, 1662]
article-body: জনগণকে সঙ্গে নিয়েই আমরা ক্ষমতায় আসতে চাই বলে মন্তব্য করেছেন তিনি। বিবৃতিতে তারা বলেন, বিএনপি মহাসচিব মির্জা ফখরুল ইসলাম আলমগীরের বক্তব্য বিভ্রান্তিকর। দেশের মানুষ জানে কারা ভোট চুরি করে ক্ষমতায় যেতে চায়। তিনি বলেন, আওয়ামী লীগ সবসময় জনগণের ভোটে ক্ষমতায় এসেছে এবং ভবিষ্যতেও জনগণের রায় নিয়েই ক্ষমতায় আসবে। ষড়যন্ত্রের মাধ্যমে ক্ষমতায় যাওয়ার দিন শেষ। বিএনপি নির্বাচন বানচালের চক্রান্ত করছে। তিনি অভিযোগ করেন, অতীতে বিএনপি-জামায়াত জোট আগুনসন্ত্রাস চালিয়ে মানুষ হত্যা করেছে। দেশের মানুষ তা ভুলে যায়নি। নির্বাচন কমিশন স্বাধীনভাবে কাজ করছে এবং একটি অবাধ, সুষ্ঠু ও নিরপেক্ষ নির্বাচন উপহার দেবে। বিএনপিকে নির্বাচনে অংশ নেওয়ার আহ্বান জানিয়ে তিনি বলেন, গণতন্ত্রের পথে আসুন, জনগণের রায় মেনে নিন। নির্বাচনকালীন সরকার সংবিধান অনুযায়ীই হবে। সংবিধানের বাইরে যাওয়ার কোনো সুযোগ নেই। bbox=[1174, 210, 1472, 409]
article-body: ফজলে রাব্বী মিয়ার জন্ম গাইবান্ধার সাঘাটা উপজেলায়। ছাত্রজীবন থেকেই তিনি রাজনীতির সঙ্গে যুক্ত ছিলেন। বঙ্গবন্ধু শেখ মুজিবুর রহমানের আদর্শে অনুপ্রাণিত হয়ে তিনি আওয়ামী লীগের রাজনীতিতে সক্রিয় হন। দীর্ঘ রাজনৈতিক জীবনে তিনি কখনো আদর্শ থেকে বিচ্যুত হননি। সংসদে তার বিচক্ষণ ও নিরপেক্ষ ভূমিকা সব দলের সংসদ সদস্যদের কাছে প্রশংসিত হয়েছে। বিরোধী দলের নেতারাও তাকে শ্রদ্ধার সঙ্গে স্মরণ করেন। তিনি স্ত্রী, সন্তান, আত্মীয়স্বজন ও অসংখ্য গুণগ্রাহী রেখে গেছেন। তার মৃত্যুতে গাইবান্ধা-৫ আসন শূন্য হলো। bbox=[405, 1667, 585, 1866]
article-body: প্রতিমন্ত্রী নসরুল হামিদ বলেছেন, জ্বালানি সরবরাহ স্বাভাবিক রাখতে সরকার সব ধরনের উদ্যোগ নিয়েছে। ভারত থেকে পাইপলাইনের মাধ্যমে ডিজেল আমদানির কাজ দ্রুত এগিয়ে চলছে এবং চুক্তি অনুযায়ী প্রথম পর্যায়ে ২৫ লাখ লিটার ডিজেল আসবে। এতে উত্তরাঞ্চলে জ্বালানি পরিবহন খরচ ও সময় দুটোই সাশ্রয় হবে। তিনি বলেন, বিশ্ববাজারে জ্বালানির দাম বেড়ে যাওয়ায় সাশ্রয়ী ব্যবহারে সবাইকে সচেতন হতে হবে। লোডশেডিং নিয়ন্ত্রণে বিদ্যুৎ উৎপাদন ও বিতরণ ব্যবস্থায় সমন্বয় করা হচ্ছে। পার্বতীপুর ডিপো থেকে উত্তরাঞ্চলের জেলাগুলোতে সরবরাহ নিশ্চিত করা হবে বলেও তিনি জানান। bbox=[47, 920, 383, 1034]
logo-tagline: দৈনিক bbox=[1392, 117, 1418, 129]
article-body: সাধারণ মানুষের কাছে তিনি সবসময় সহজলভ্য ছিলেন। এলাকার উন্নয়নে তিনি অসংখ্য স্কুল, কলেজ, সড়ক ও সেতু নির্মাণে ভূমিকা রেখেছেন। সাঘাটা ও ফুলছড়ির নদীভাঙন রোধে তার উদ্যোগে একাধিক প্রকল্প বাস্তবায়িত হয়েছে। গাইবান্ধা জেলা আওয়ামী লীগের নেতারা বলেন, তিনি ছিলেন তৃণমূলের মানুষের প্রকৃত অভিভাবক। তার মৃত্যুর খবরে এলাকায় শোকের ছায়া নেমে আসে। বিভিন্ন মসজিদে তার আত্মার মাগফিরাত কামনায় দোয়ার আয়োজন করা হয়েছে। দলীয় কার্যালয়ে কালো পতাকা উত্তোলন করা হয়েছে এবং তিন দিনের শোক কর্মসূচি ঘোষণা করা হয়েছে। bbox=[226, 1667, 396, 1894]
headline: ভবিষ্যতের কথা চিন্তা করে bbox=[1121, 1367, 1296, 1387]
